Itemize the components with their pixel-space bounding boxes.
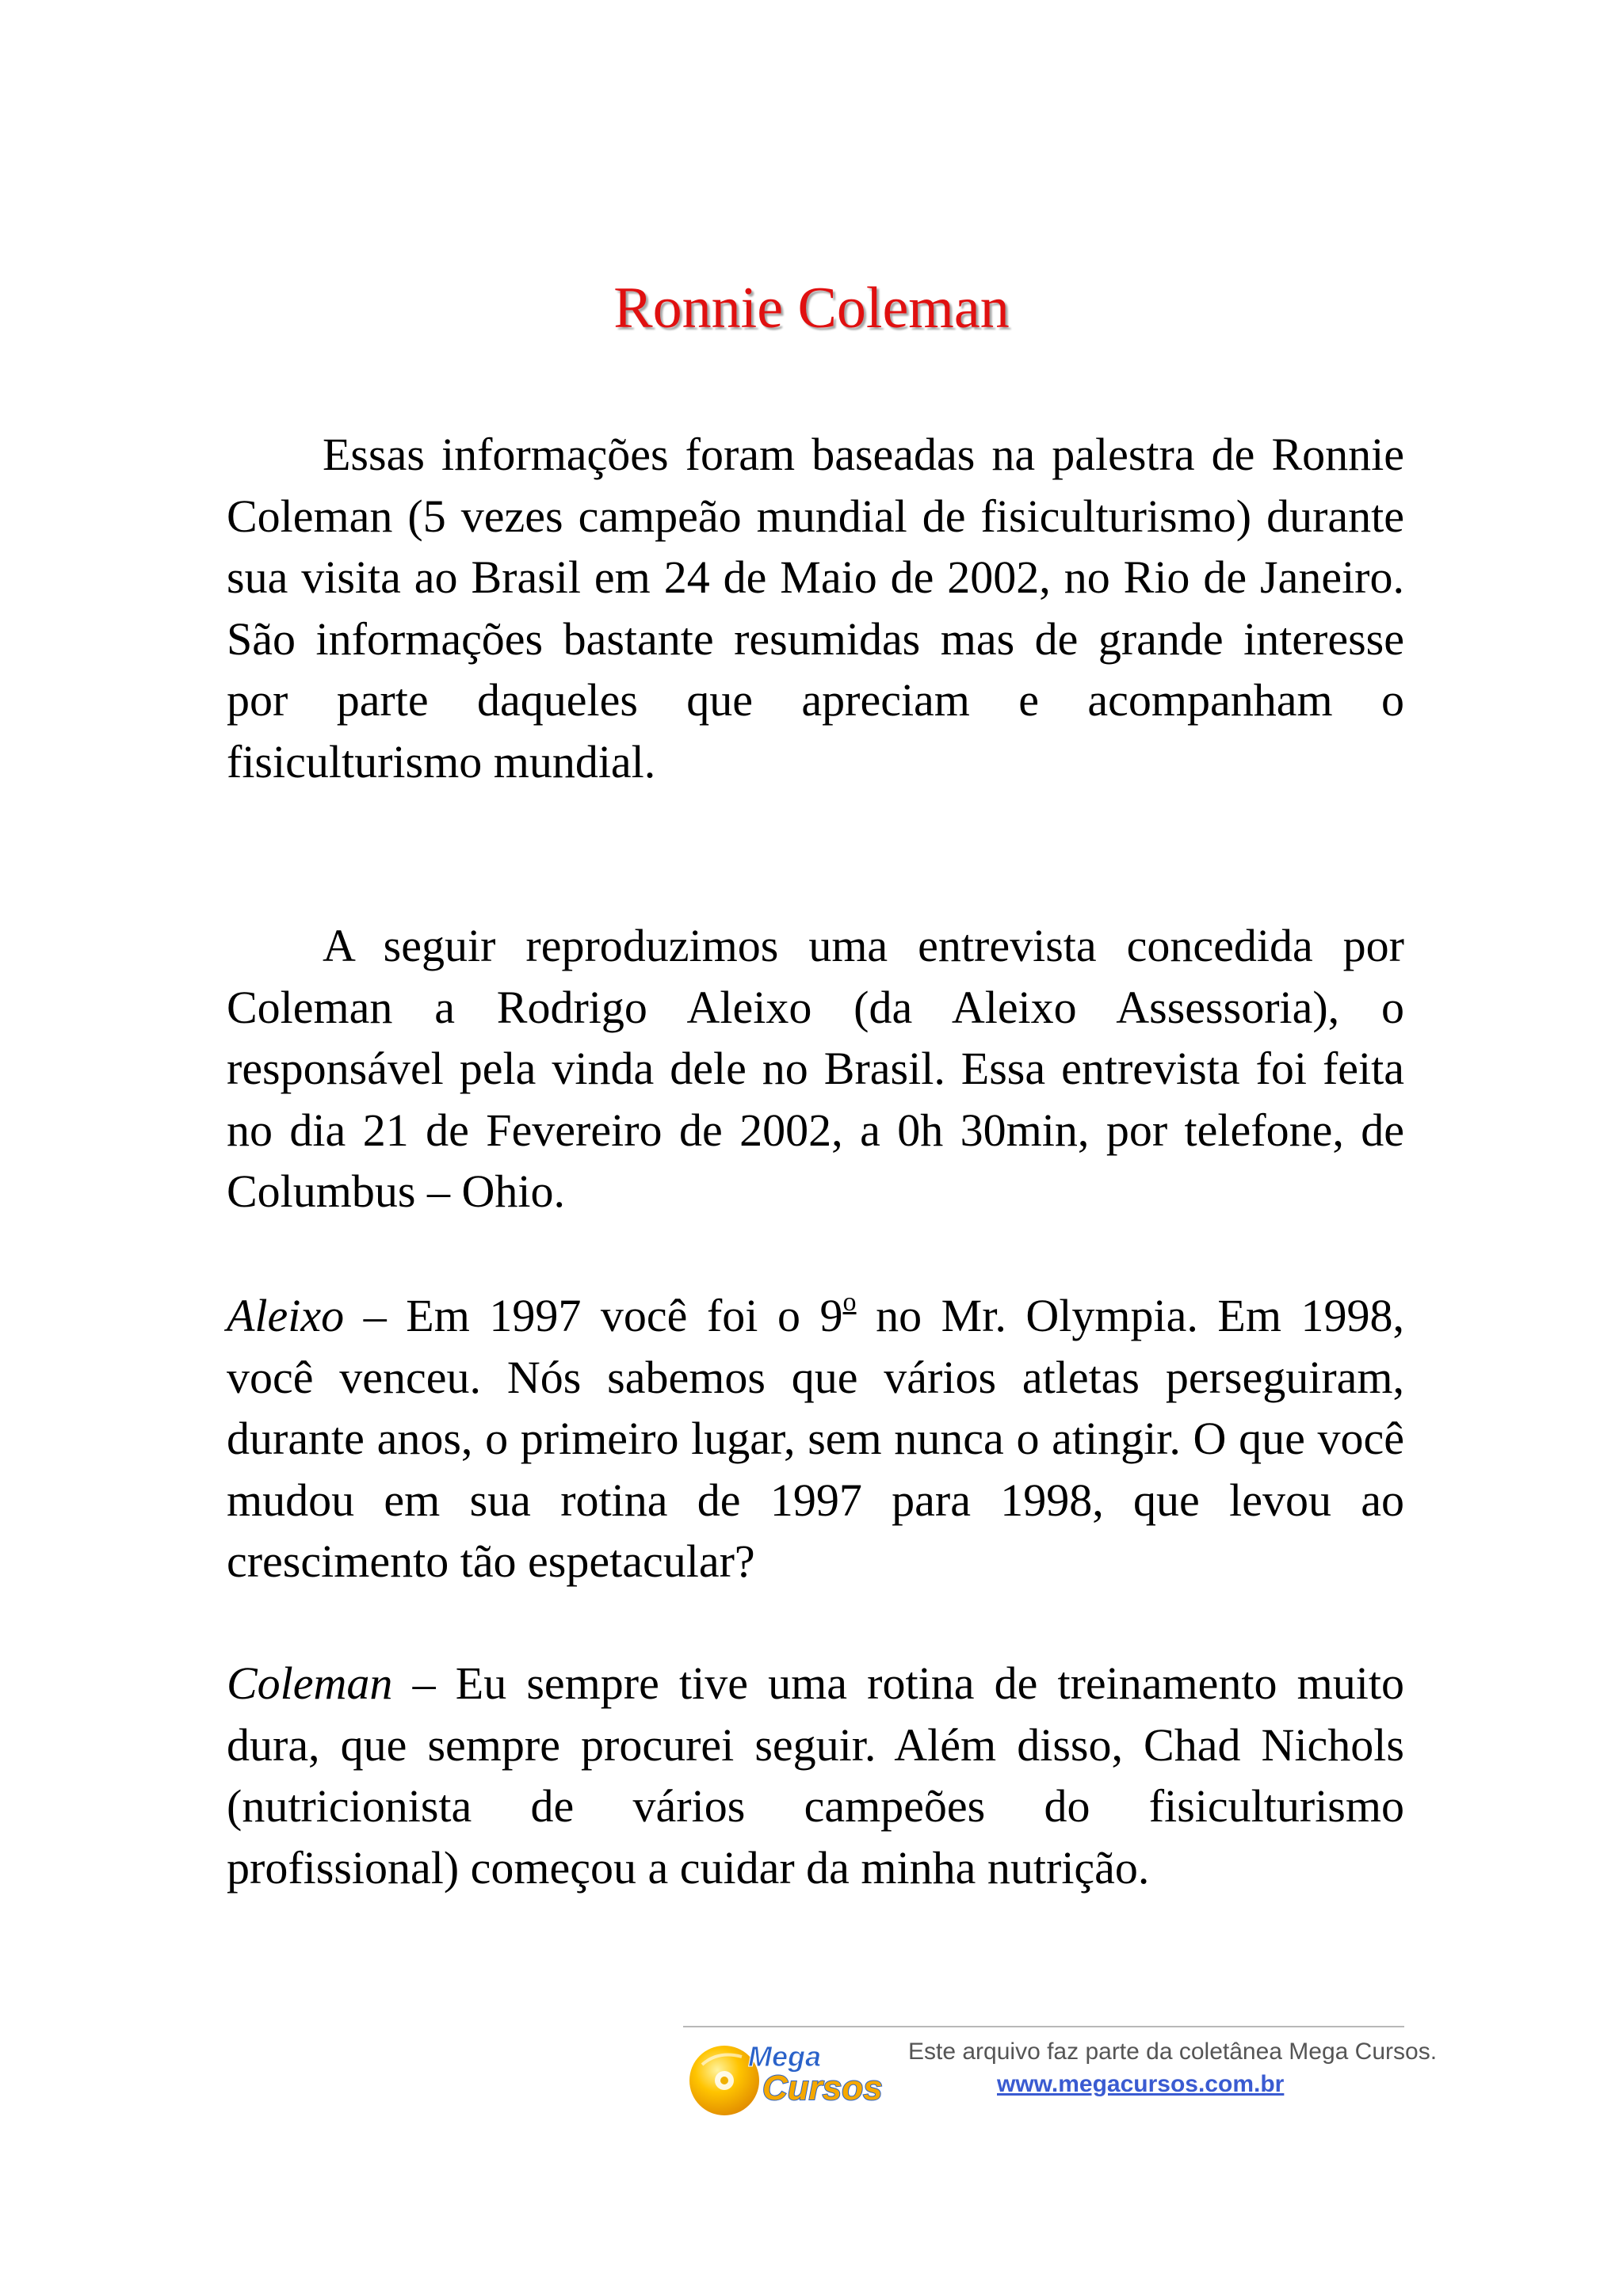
- ordinal-mark: o: [842, 1287, 857, 1317]
- footer-website-link[interactable]: www.megacursos.com.br: [997, 2071, 1285, 2097]
- interview-intro-paragraph: [227, 915, 1404, 1222]
- answer-dash: –: [392, 1657, 456, 1709]
- answer-paragraph: [227, 1653, 1404, 1898]
- mega-cursos-logo: [686, 2033, 884, 2119]
- intro-paragraph: [227, 424, 1404, 792]
- footer-divider: [683, 2026, 1404, 2027]
- page-title: Ronnie Coleman: [613, 276, 1010, 341]
- question-text-start: Em 1997 você foi o 9: [406, 1290, 843, 1341]
- question-dash: –: [344, 1290, 407, 1341]
- answer-speaker: Coleman: [227, 1657, 393, 1709]
- intro-text: Essas informações foram baseadas na palestra de Ronnie Coleman (5 vezes campeão mundial de fisiculturismo) durante sua visita ao Brasil em 24 de Maio de 2002, no Rio de Janeiro. São informações bastante resumidas mas de grande interesse por parte daqueles que apreciam e acompanham o fisiculturismo mundial.: [227, 429, 1404, 788]
- interview-intro-text: A seguir reproduzimos uma entrevista concedida por Coleman a Rodrigo Aleixo (da Aleixo Assessoria), o responsável pela vinda dele no Brasil. Essa entrevista foi feita no dia 21 de Fevereiro de 2002, a 0h 30min, por telefone, de Columbus – Ohio.: [227, 920, 1404, 1217]
- answer-text: Eu sempre tive uma rotina de treinamento muito dura, que sempre procurei seguir. Além disso, Chad Nichols (nutricionista de vários campeões do fisiculturismo profissional) começou a cuidar da minha nutrição.: [227, 1657, 1405, 1894]
- question-text-block: [227, 1285, 1404, 1592]
- answer-text-block: [227, 1653, 1404, 1898]
- question-paragraph: [227, 1285, 1404, 1592]
- footer-notice: Este arquivo faz parte da coletânea Mega Cursos.: [908, 2039, 1438, 2065]
- question-text-end: no Mr. Olympia. Em 1998, você venceu. Nós sabemos que vários atletas perseguiram, durante anos, o primeiro lugar, sem nunca o atingir. O que você mudou em sua rotina de 1997 para 1998, que levou ao crescimento tão espetacular?: [227, 1290, 1405, 1587]
- logo-text-cursos: Cursos: [762, 2069, 883, 2107]
- logo-text-mega: Mega: [748, 2040, 822, 2073]
- question-speaker: Aleixo: [227, 1290, 345, 1341]
